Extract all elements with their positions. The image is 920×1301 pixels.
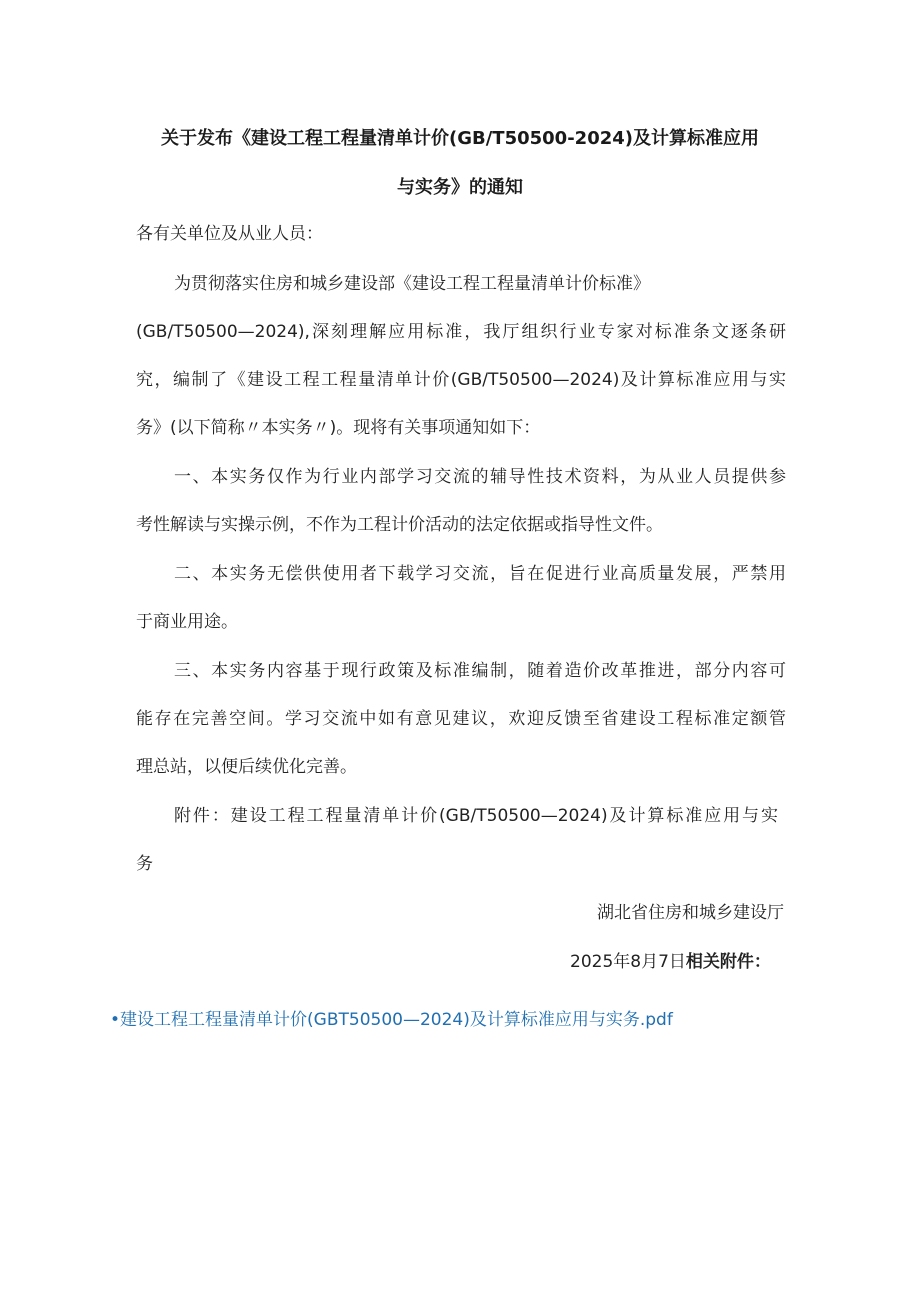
intro-line: 为贯彻落实住房和城乡建设部《建设工程工程量清单计价标准》 [174, 274, 650, 294]
item-3-line: 能存在完善空间。学习交流中如有意见建议，欢迎反馈至省建设工程标准定额管 [136, 709, 786, 729]
notice-title-line-1: 关于发布《建设工程工程量清单计价(GB/T50500-2024)及计算标准应用 [161, 128, 759, 149]
intro-line: 究，编制了《建设工程工程量清单计价(GB/T50500—2024)及计算标准应用与实 [136, 370, 786, 390]
related-attachments-label: 相关附件： [685, 952, 771, 972]
attachment-pdf-link[interactable]: •建设工程工程量清单计价(GBT50500—2024)及计算标准应用与实务.pdf [110, 1010, 673, 1030]
date-related-line [570, 950, 771, 974]
intro-line: 务》(以下简称〃本实务〃)。现将有关事项通知如下： [136, 418, 541, 438]
notice-title-line-2: 与实务》的通知 [397, 177, 523, 198]
intro-line: (GB/T50500—2024),深刻理解应用标准，我厅组织行业专家对标准条文逐条研 [136, 322, 786, 342]
attachment-note-line: 务 [136, 854, 153, 874]
issue-date: 2025年8月7日 [570, 952, 686, 972]
attachment-note-line: 附件：建设工程工程量清单计价(GB/T50500—2024)及计算标准应用与实 [174, 806, 778, 826]
item-3-line: 理总站，以便后续优化完善。 [136, 757, 357, 777]
item-2-line: 于商业用途。 [136, 612, 238, 632]
item-1-line: 一、本实务仅作为行业内部学习交流的辅导性技术资料，为从业人员提供参 [174, 467, 786, 487]
item-1-line: 考性解读与实操示例，不作为工程计价活动的法定依据或指导性文件。 [136, 515, 663, 535]
issuer-name: 湖北省住房和城乡建设厅 [597, 903, 784, 923]
item-3-line: 三、本实务内容基于现行政策及标准编制，随着造价改革推进，部分内容可 [174, 661, 786, 681]
salutation: 各有关单位及从业人员： [136, 224, 323, 244]
item-2-line: 二、本实务无偿供使用者下载学习交流，旨在促进行业高质量发展，严禁用 [174, 564, 786, 584]
